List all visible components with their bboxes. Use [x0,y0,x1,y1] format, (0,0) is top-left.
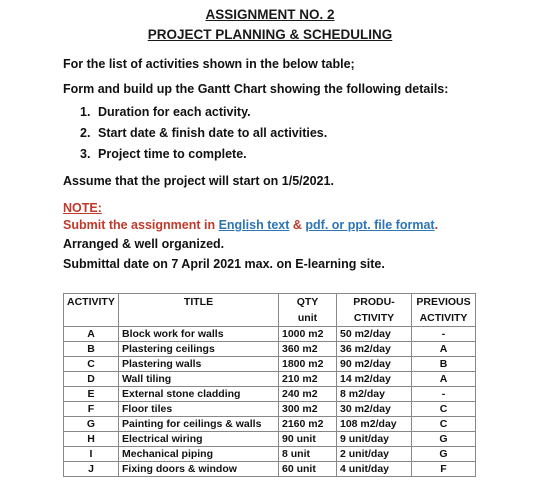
header-title: TITLE [119,294,279,311]
cell-activity: H [64,432,119,447]
table-row [64,432,476,447]
cell-title: Electrical wiring [119,432,279,447]
file-format-link: pdf. or ppt. file format [305,218,435,232]
header-qty-unit: unit [279,310,337,327]
header-productivity: PRODU- [337,294,412,311]
english-text-link: English text [218,218,290,232]
cell-title: External stone cladding [119,387,279,402]
cell-previous: A [412,342,476,357]
cell-title: Plastering walls [119,357,279,372]
header-previous: PREVIOUS [412,294,476,311]
header-previous-2: ACTIVITY [412,310,476,327]
cell-previous: B [412,357,476,372]
cell-previous: A [412,372,476,387]
cell-title: Mechanical piping [119,447,279,462]
cell-qty: 360 m2 [279,342,337,357]
cell-previous: G [412,432,476,447]
note-label: NOTE: [63,201,102,215]
header-qty: QTY [279,294,337,311]
cell-activity: F [64,402,119,417]
cell-productivity: 9 unit/day [337,432,412,447]
intro-line-1: For the list of activities shown in the below table; [63,57,355,71]
table-row [64,402,476,417]
cell-title: Painting for ceilings & walls [119,417,279,432]
table-row [64,417,476,432]
cell-qty: 1000 m2 [279,327,337,342]
cell-title: Wall tiling [119,372,279,387]
cell-previous: C [412,402,476,417]
cell-qty: 300 m2 [279,402,337,417]
cell-activity: G [64,417,119,432]
cell-activity: A [64,327,119,342]
header-productivity-2: CTIVITY [337,310,412,327]
requirement-item: 1. Duration for each activity. [80,105,251,119]
cell-productivity: 50 m2/day [337,327,412,342]
table-row [64,342,476,357]
cell-qty: 60 unit [279,462,337,477]
cell-previous: C [412,417,476,432]
cell-productivity: 108 m2/day [337,417,412,432]
cell-qty: 240 m2 [279,387,337,402]
cell-title: Fixing doors & window [119,462,279,477]
cell-productivity: 14 m2/day [337,372,412,387]
cell-title: Plastering ceilings [119,342,279,357]
cell-title: Block work for walls [119,327,279,342]
table-row [64,372,476,387]
cell-productivity: 36 m2/day [337,342,412,357]
table-row [64,327,476,342]
intro-line-2: Form and build up the Gantt Chart showing the following details: [63,82,449,96]
cell-previous: - [412,387,476,402]
cell-productivity: 30 m2/day [337,402,412,417]
cell-qty: 1800 m2 [279,357,337,372]
cell-title: Floor tiles [119,402,279,417]
cell-qty: 2160 m2 [279,417,337,432]
cell-activity: E [64,387,119,402]
cell-activity: J [64,462,119,477]
cell-productivity: 4 unit/day [337,462,412,477]
table-row [64,387,476,402]
cell-productivity: 90 m2/day [337,357,412,372]
requirements-list [80,105,327,168]
cell-productivity: 2 unit/day [337,447,412,462]
cell-previous: F [412,462,476,477]
assignment-subtitle: PROJECT PLANNING & SCHEDULING [147,27,393,42]
requirement-item: 3. Project time to complete. [80,147,247,161]
table-row [64,447,476,462]
cell-previous: - [412,327,476,342]
cell-activity: B [64,342,119,357]
cell-qty: 90 unit [279,432,337,447]
assignment-title: ASSIGNMENT NO. 2 [205,7,335,22]
header-activity: ACTIVITY [64,294,119,311]
cell-previous: G [412,447,476,462]
cell-activity: C [64,357,119,372]
cell-qty: 210 m2 [279,372,337,387]
table-row [64,357,476,372]
note-deadline: Submittal date on 7 April 2021 max. on E-learning site. [63,257,385,271]
table-row [64,462,476,477]
requirement-item: 2. Start date & finish date to all activities. [80,126,328,140]
cell-productivity: 8 m2/day [337,387,412,402]
assumption-text: Assume that the project will start on 1/5/2021. [63,174,334,188]
cell-activity: D [64,372,119,387]
note-submit-line: Submit the assignment in English text & pdf. or ppt. file format. [63,218,439,232]
note-arranged: Arranged & well organized. [63,237,225,251]
activities-table [63,293,476,477]
cell-qty: 8 unit [279,447,337,462]
cell-activity: I [64,447,119,462]
